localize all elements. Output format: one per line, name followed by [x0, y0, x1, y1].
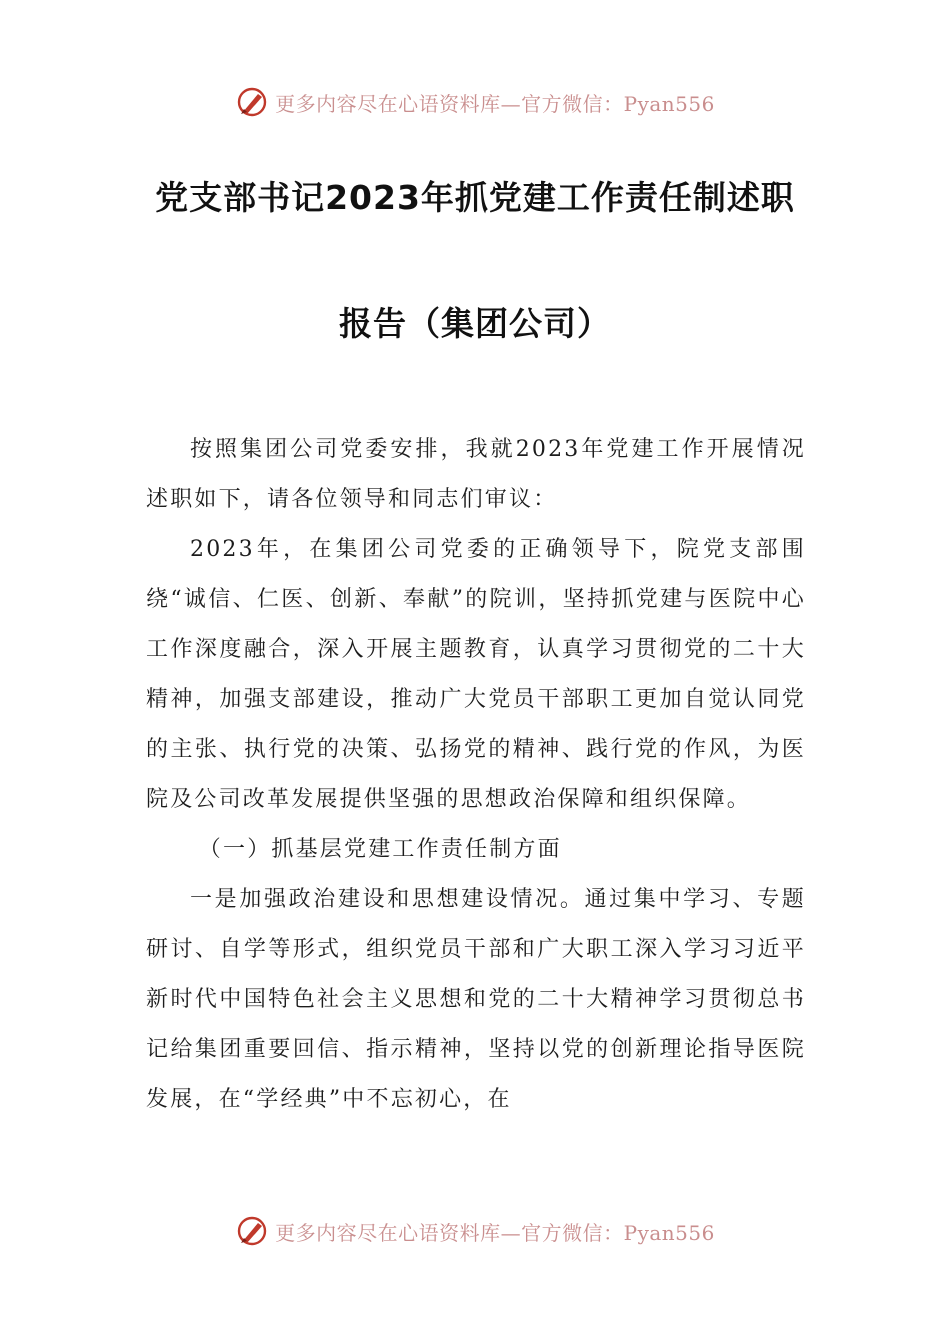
footer-watermark-banner: [0, 1211, 950, 1251]
paragraph-intro: 按照集团公司党委安排，我就2023年党建工作开展情况述职如下，请各位领导和同志们审议：: [146, 437, 806, 512]
paragraph-overview: 2023年，在集团公司党委的正确领导下，院党支部围绕“诚信、仁医、创新、奉献”的院训，坚持抓党建与医院中心工作深度融合，深入开展主题教育，认真学习贯彻党的二十大精神，加强支部建设，推动广大党员干部职工更加自觉认同党的主张、执行党的决策、弘扬党的精神、践行党的作风，为医院及公司改革发展提供坚强的思想政治保障和组织保障。: [146, 537, 806, 812]
pen-nib-logo-icon: [235, 1214, 269, 1248]
watermark-text: 更多内容尽在心语资料库—官方微信：Pyan556: [275, 91, 715, 116]
document-title-line-2: 报告（集团公司）: [339, 304, 611, 343]
section-heading-1: （一）抓基层党建工作责任制方面: [198, 837, 562, 862]
document-body: [146, 425, 806, 1125]
pen-nib-logo-icon: [235, 85, 269, 119]
paragraph-political-building: 一是加强政治建设和思想建设情况。通过集中学习、专题研讨、自学等形式，组织党员干部和广大职工深入学习习近平新时代中国特色社会主义思想和党的二十大精神学习贯彻总书记给集团重要回信、指示精神，坚持以党的创新理论指导医院发展，在“学经典”中不忘初心，在: [146, 887, 806, 1112]
watermark-text: 更多内容尽在心语资料库—官方微信：Pyan556: [275, 1220, 715, 1245]
document-title-line-1: 党支部书记2023年抓党建工作责任制述职: [155, 178, 795, 217]
header-watermark-banner: [0, 82, 950, 122]
